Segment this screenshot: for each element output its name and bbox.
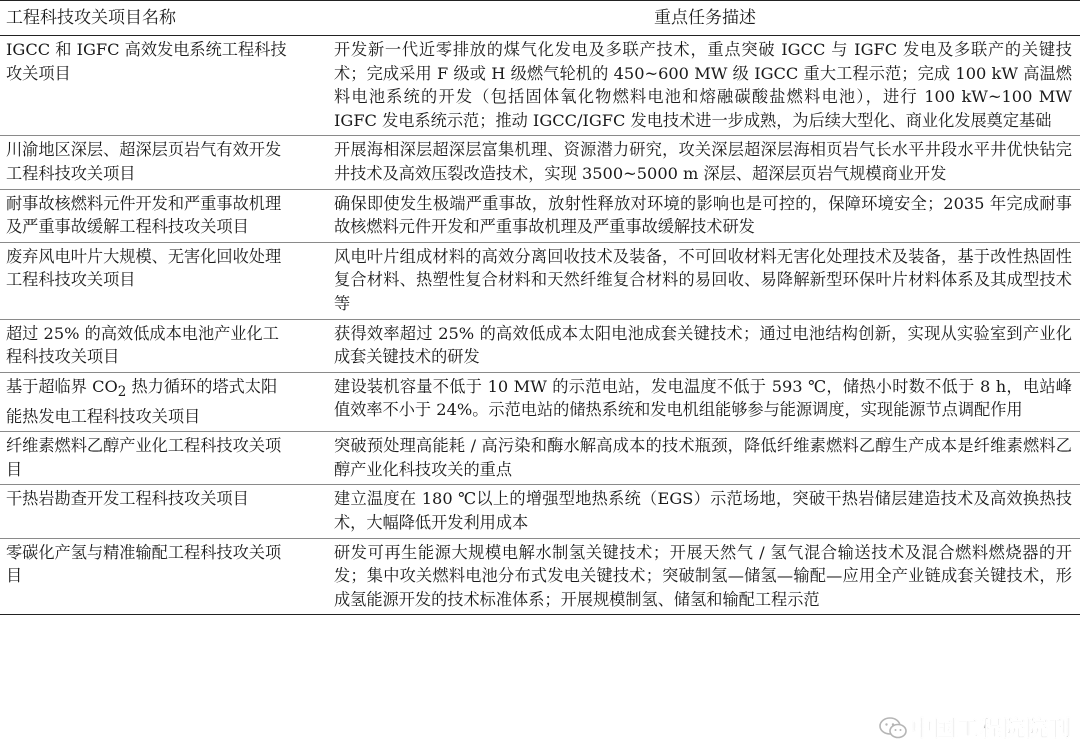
table-row (0, 36, 1080, 136)
table-row (0, 538, 1080, 615)
table-row (0, 432, 1080, 485)
task-description-cell: 建设装机容量不低于 10 MW 的示范电站，发电温度不低于 593 ℃，储热小时数不低于 8 h，电站峰值效率不小于 24%。示范电站的储热系统和发电机组能够参与能源调度，实现能源节点调配作用 (330, 372, 1080, 431)
task-description-cell: 开发新一代近零排放的煤气化发电及多联产技术，重点突破 IGCC 与 IGFC 发电及多联产的关键技术；完成采用 F 级或 H 级燃气轮机的 450~600 MW 级 IGCC 重大工程示范；完成 100 kW 高温燃料电池系统的开发（包括固体氧化物燃料电池和熔融碳酸盐燃料电池），进行 100 kW~100 MW IGFC 发电系统示范；推动 IGCC/IGFC 发电技术进一步成熟，为后续大型化、商业化发展奠定基础 (330, 36, 1080, 136)
project-name-cell: 零碳化产氢与精准输配工程科技攻关项目 (0, 538, 330, 615)
task-description-cell: 获得效率超过 25% 的高效低成本太阳电池成套关键技术；通过电池结构创新，实现从实验室到产业化成套关键技术的研发 (330, 319, 1080, 372)
task-description-cell: 确保即使发生极端严重事故，放射性释放对环境的影响也是可控的，保障环境安全；2035 年完成耐事故核燃料元件开发和严重事故机理及严重事故缓解技术研发 (330, 189, 1080, 242)
table-row (0, 242, 1080, 319)
project-name-cell: 干热岩勘查开发工程科技攻关项目 (0, 485, 330, 538)
project-name-cell: 纤维素燃料乙醇产业化工程科技攻关项目 (0, 432, 330, 485)
table-row (0, 319, 1080, 372)
table-row (0, 189, 1080, 242)
table-row (0, 372, 1080, 431)
project-name-cell: 超过 25% 的高效低成本电池产业化工程科技攻关项目 (0, 319, 330, 372)
project-name-suffix: 热力循环的塔式太阳能热发电工程科技攻关项目 (6, 376, 278, 426)
subscript-two: 2 (117, 383, 127, 400)
header-task-description: 重点任务描述 (330, 1, 1080, 36)
table-row (0, 136, 1080, 189)
project-name-cell: 川渝地区深层、超深层页岩气有效开发工程科技攻关项目 (0, 136, 330, 189)
table-row (0, 485, 1080, 538)
task-description-cell: 风电叶片组成材料的高效分离回收技术及装备，不可回收材料无害化处理技术及装备，基于改性热固性复合材料、热塑性复合材料和天然纤维复合材料的易回收、易降解新型环保叶片材料体系及其成型技术等 (330, 242, 1080, 319)
project-name-prefix: 基于超临界 CO (6, 376, 118, 396)
task-description-cell: 突破预处理高能耗 / 高污染和酶水解高成本的技术瓶颈，降低纤维素燃料乙醇生产成本是纤维素燃料乙醇产业化科技攻关的重点 (330, 432, 1080, 485)
task-description-cell: 开展海相深层超深层富集机理、资源潜力研究，攻关深层超深层海相页岩气长水平井段水平井优快钻完井技术及高效压裂改造技术，实现 3500~5000 m 深层、超深层页岩气规模商业开发 (330, 136, 1080, 189)
project-name-cell: IGCC 和 IGFC 高效发电系统工程科技攻关项目 (0, 36, 330, 136)
watermark (879, 712, 1072, 743)
table-header-row (0, 1, 1080, 36)
task-description-cell: 研发可再生能源大规模电解水制氢关键技术；开展天然气 / 氢气混合输送技术及混合燃料燃烧器的开发；集中攻关燃料电池分布式发电关键技术；突破制氢—储氢—输配—应用全产业链成套关键技术，形成氢能源开发的技术标准体系；开展规模制氢、储氢和输配工程示范 (330, 538, 1080, 615)
task-description-cell: 建立温度在 180 ℃以上的增强型地热系统（EGS）示范场地，突破干热岩储层建造技术及高效换热技术，大幅降低开发利用成本 (330, 485, 1080, 538)
watermark-text: 中国工程院院刊 (910, 717, 1072, 742)
project-name-cell (0, 372, 330, 431)
project-name-cell: 耐事故核燃料元件开发和严重事故机理及严重事故缓解工程科技攻关项目 (0, 189, 330, 242)
wechat-icon (879, 717, 907, 739)
project-name-cell: 废弃风电叶片大规模、无害化回收处理工程科技攻关项目 (0, 242, 330, 319)
header-project-name: 工程科技攻关项目名称 (0, 1, 330, 36)
